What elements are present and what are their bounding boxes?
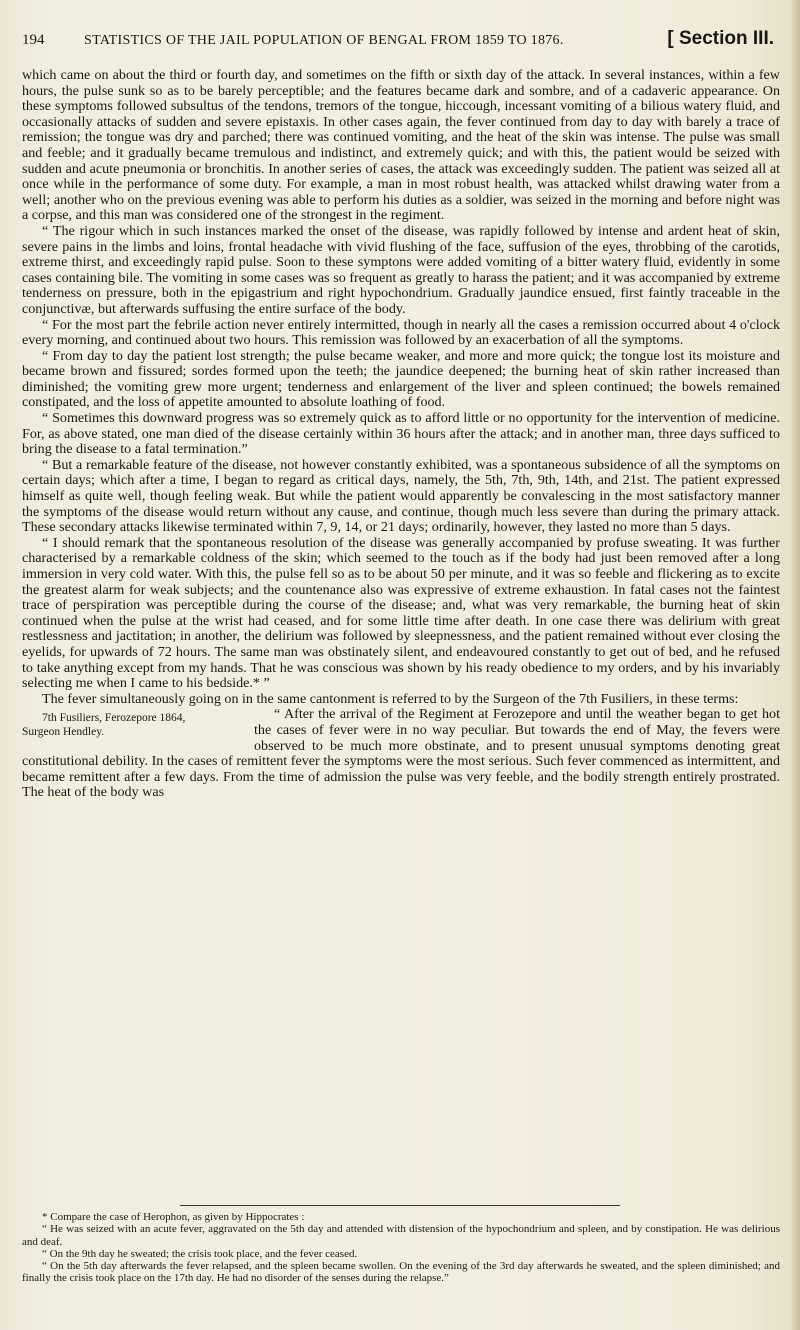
paragraph: “ I should remark that the spontaneous resolution of the disease was generally accompanied by profuse sweating. It was further characterised by a remarkable coldness of the skin; which seemed to the touch as if the body had just been removed after a long immersion in very cold water. With this, the pulse fell so as to be about 50 per minute, and it was so feeble and flickering as to excite the greatest alarm for weak subjects; and the countenance also was expressive of extreme exhaustion. In fatal cases not the faintest trace of perspiration was perceptible during the course of the disease; and, what was very remarkable, the burning heat of skin continued when the pulse at the wrist had ceased, and for some little time after death. In one case there was delirium with great restlessness and jactitation; in another, the delirium was followed by sleepnessness, and the patient remained without ever closing the eyelids, for upwards of 72 hours. The same man was obstinately silent, and endeavoured constantly to get out of bed, and he refused to take anything except from my hands. That he was conscious was shown by his ready obedience to my orders, and by his invariably selecting me when I came to his bedside.* ”	[22, 534, 780, 692]
footnote: “ He was seized with an acute fever, aggravated on the 5th day and attended with distension of the hypochondrium and spleen, and by constipation. He was delirious and deaf.	[22, 1223, 780, 1248]
paragraph: “ Sometimes this downward progress was so extremely quick as to afford little or no opportunity for the intervention of medicine. For, as above stated, one man died of the disease certainly within 36 hours after the attack; and in another man, three days sufficed to bring the disease to a fatal termination.”	[22, 410, 780, 458]
paragraph: The fever simultaneously going on in the same cantonment is referred to by the Surgeon of the 7th Fusiliers, in these terms:	[42, 690, 739, 707]
paragraph: “ For the most part the febrile action never entirely intermitted, though in nearly all the cases a remission occurred about 4 o'clock every morning, and continued about two hours. This remission was followed by an exacerbation of all the symptoms.	[22, 316, 780, 349]
footnote: * Compare the case of Herophon, as given by Hippocrates :	[42, 1211, 305, 1223]
section-label: [ Section III.	[667, 28, 774, 49]
paragraph-text: “ After the arrival of the Regiment at Ferozepore and until the weather began to get hot the cases of fever were in no way peculiar. But towards the end of May, the fevers were observed to be much more obstinate, and to present unusual symptoms denoting great constitutional debility. In the cases of remittent fever the symptoms were the most serious. Such fever commenced as intermittent, and became remittent after a few days. From the time of admission the pulse was very feeble, and the bodily strength entirely prostrated. The heat of the body was	[22, 706, 780, 801]
paragraph: “ From day to day the patient lost strength; the pulse became weaker, and more and more quick; the tongue lost its moisture and became brown and fissured; sordes formed upon the teeth; the jaundice deepened; the burning heat of skin rather increased than diminished; the vomiting grew more urgent; tenderness and enlargement of the liver and spleen continued; the bowels remained constipated, and the loss of appetite amounted to absolute loathing of food.	[22, 347, 780, 411]
body-text	[22, 68, 780, 801]
footnote-rule	[180, 1205, 620, 1206]
footnotes	[22, 1211, 780, 1285]
running-title: STATISTICS OF THE JAIL POPULATION OF BENGAL FROM 1859 TO 1876.	[84, 33, 564, 48]
footnote: “ On the 9th day he sweated; the crisis took place, and the fever ceased.	[42, 1247, 358, 1260]
margin-note	[22, 712, 244, 739]
paragraph-with-margin-note	[22, 707, 780, 801]
margin-note-line2: Surgeon Hendley.	[22, 725, 105, 738]
margin-note-line1: 7th Fusiliers, Ferozepore 1864,	[42, 712, 186, 725]
page-header	[22, 28, 780, 54]
paragraph: which came on about the third or fourth day, and sometimes on the fifth or sixth day of the attack. In several instances, within a few hours, the pulse sunk so as to be barely perceptible; and the features became dark and sombre, and of a cadaveric appearance. On these symptoms followed subsultus of the tendons, tremors of the tongue, hiccough, incessant vomiting of a bilious watery fluid, and occasionally attacks of sudden and severe epistaxis. In other cases again, the fever continued from day to day with barely a trace of remission; the tongue was dry and parched; there was continued vomiting, and the heat of the skin was intense. The pulse was small and feeble; and it gradually became tremulous and indistinct, and extremely quick; and with this, the patient would be seized with sudden and acute pneumonia or bronchitis. In another series of cases, the attack was exceedingly sudden. The patient was seized all at once while in the performance of some duty. For example, a man in most robust health, was attacked whilst drawing water from a well; another who on the previous evening was able to perform his duties as a soldier, was seized in the morning and before night was a corpse, and this man was considered one of the strongest in the regiment.	[22, 67, 780, 224]
page-number: 194	[22, 32, 45, 48]
paragraph: “ But a remarkable feature of the disease, not however constantly exhibited, was a spontaneous subsidence of all the symptoms on certain days; which after a time, I began to regard as critical days, namely, the 5th, 7th, 9th, 14th, and 21st. The patient expressed himself as quite well, though feeling weak. But while the patient would apparently be convalescing in the most satisfactory manner the symptoms of the disease would return without any cause, and continue, though much less severe than during the primary attack. These secondary attacks likewise terminated within 7, 9, 14, or 21 days; ordinarily, however, they lasted no more than 5 days.	[22, 456, 780, 536]
paragraph: “ The rigour which in such instances marked the onset of the disease, was rapidly followed by intense and ardent heat of skin, severe pains in the limbs and loins, frontal headache with vivid flushing of the face, suffusion of the eyes, throbbing of the carotids, extreme thirst, and exceedingly rapid pulse. Soon to these symptons were added vomiting of a bitter watery fluid, evidently in some cases containing bile. The vomiting in some cases was so frequent as greatly to harass the patient; and it was accompanied by extreme tenderness on pressure, both in the epigastrium and right hypochondrium. Gradually jaundice ensued, first faintly traceable in the conjunctivæ, but afterwards suffusing the entire surface of the body.	[22, 222, 780, 317]
footnote: “ On the 5th day afterwards the fever relapsed, and the spleen became swollen. On the evening of the 3rd day afterwards he sweated, and the spleen diminished; and finally the crisis took place on the 17th day. He had no disorder of the senses during the relapse.”	[22, 1260, 780, 1285]
page-edge-shadow	[790, 0, 800, 1330]
